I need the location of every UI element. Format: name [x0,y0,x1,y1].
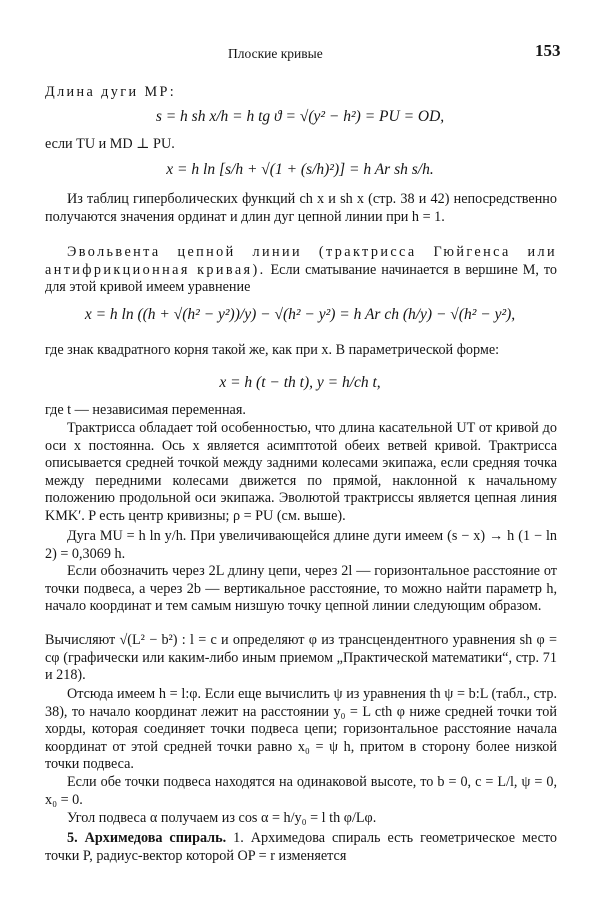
section-number: 5. [67,830,78,846]
suspension-angle-line: Угол подвеса α получаем из cos α = h/y₀ = l th φ/Lφ. [67,810,377,826]
arc-length-formula: s = h sh x/h = h tg ϑ = √(y² − h²) = PU = OD, [155,108,445,125]
equal-height-paragraph: Если обе точки подвеса находятся на одинаковой высоте, то b = 0, c = L/l, ψ = 0, x₀ = 0. [45,774,557,808]
arc-length-label: Длина дуги MP: [45,84,177,100]
arc-mu-paragraph: Дуга MU = h ln y/h. При увеличивающейся длине дуги имеем (s − x) → h (1 − ln 2) = 0,3069 h. [45,528,557,562]
evolvent-paragraph [45,244,557,297]
parametric-formula: x = h (t − th t), y = h/ch t, [219,374,381,391]
section-title: Архимедова спираль. [84,830,227,846]
evolvent-text: Если сматывание начинается в вершине M, то для этой кривой имеем уравнение [45,261,557,296]
perpendicular-condition: если TU и MD ⊥ PU. [45,136,175,152]
archimedes-spiral-section [45,830,557,865]
tables-paragraph: Из таблиц гиперболических функций ch x и sh x (стр. 38 и 42) непосредственно получаются значения ординат и длин дуг цепной линии при h = 1. [45,191,557,225]
compute-paragraph: Вычисляют √(L² − b²) : l = c и определяют φ из трансцендентного уравнения sh φ = cφ (графически или каким-либо иным приемом „Практической математики“, стр. 71 и 218). [45,632,557,684]
page-number: 153 [535,41,561,60]
section-text: 1. Архимедова спираль есть геометрическое место точки P, радиус-вектор которой OP = r изменяется [45,830,557,864]
tractrix-properties-paragraph: Трактрисса обладает той особенностью, что длина касательной UT от кривой до оси x постоянна. Ось x является асимптотой обеих ветвей кривой. Трактрисса описывается средней точкой между задними колесами экипажа, если средняя точка между передними колесами движется по прямой, наклонной к начальному положению продольной оси экипажа. Эволютой трактриссы является цепная линия KMK′. P есть центр кривизны; ρ = PU (см. выше). [45,420,557,524]
independent-variable-line: где t — независимая переменная. [45,402,246,418]
running-title: Плоские кривые [228,46,323,61]
tractrix-formula: x = h ln ((h + √(h² − y²))/y) − √(h² − y²) = h Ar ch (h/y) − √(h² − y²), [84,306,516,323]
evolvent-heading: Эвольвента цепной линии (трактрисса Гюйгенса или антифрикционная кривая). [45,244,557,278]
arsh-formula: x = h ln [s/h + √(1 + (s/h)²)] = h Ar sh s/h. [166,161,434,178]
origin-paragraph: Отсюда имеем h = l:φ. Если еще вычислить ψ из уравнения th ψ = b:L (табл., стр. 38), то начало координат лежит на расстоянии y₀ = L cth φ ниже средней точки той хорды, которая соединяет точки подвеса цепи; горизонтальное расстояние начала координат от этой средней точки равно x₀ = ψ h, притом в сторону более низкой точки подвеса. [45,686,557,773]
chain-suspension-paragraph: Если обозначить через 2L длину цепи, через 2l — горизонтальное расстояние от точки подвеса, а через 2b — вертикальное расстояние, то можно найти параметр h, начало координат и тем самым низшую точку цепной линии следующим образом. [45,563,557,615]
root-sign-paragraph: где знак квадратного корня такой же, как при x. В параметрической форме: [45,342,500,358]
